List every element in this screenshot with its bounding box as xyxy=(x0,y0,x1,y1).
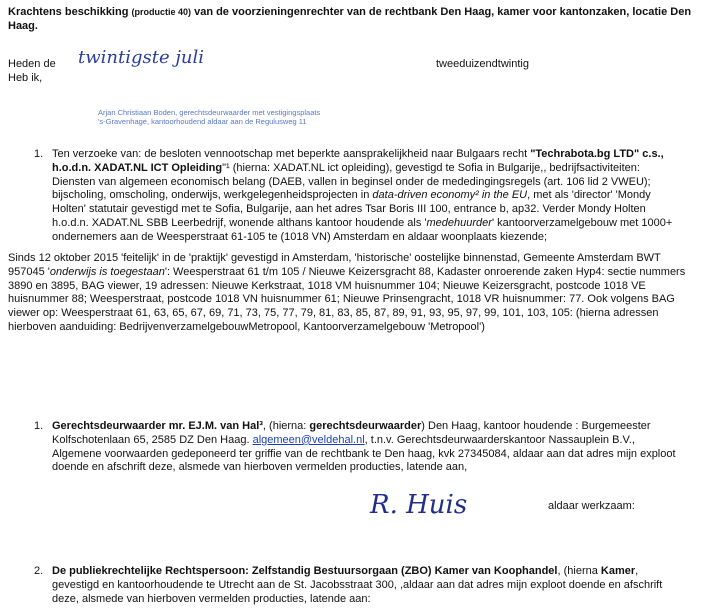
item2-paragraph xyxy=(52,565,716,606)
kvk-name: De publiekrechtelijke Rechtspersoon: Zelfstandig Bestuursorgaan (ZBO) Kamer van Koophandel xyxy=(52,565,558,577)
bailiff-line1c: ) Den Haag, kantoor houdende : Burgemeester xyxy=(421,420,651,432)
document-heading xyxy=(8,6,712,34)
trade-name: h.o.d.n. XADAT.NL ICT Opleiding xyxy=(52,161,223,174)
item2-line1a: , (hierna xyxy=(557,565,601,577)
bailiff-line4: doende en afschrift deze, alsmede van hierboven vermelden producties, latende aan, xyxy=(52,461,468,474)
since-line2a: 957045 ' xyxy=(8,265,50,278)
bailiff-line3: Algemene voorwaarden gedeponeerd ter griffie van de rechtbank te Den haag, kvk 27345084, aldaar aan dat adres mijn exploot xyxy=(52,447,676,460)
heden-label: Heden de xyxy=(8,58,56,70)
item1-paragraph xyxy=(52,148,716,245)
item2-line2: gevestigd en kantoorhoudende te Utrecht aan de St. Jacobsstraat 300, ,aldaar aan dat adres mijn exploot doende en afschrift xyxy=(52,578,663,591)
kvk-alias: Kamer xyxy=(600,565,636,577)
heading-bold: Krachtens beschikking xyxy=(8,6,129,18)
item1-line4-italic: data-driven economy² in the EU xyxy=(372,189,528,202)
item2-number: 2. xyxy=(34,565,44,577)
heading-production: (productie 40) xyxy=(131,7,192,17)
since-line1: Sinds 12 oktober 2015 'feitelijk' in de 'praktijk' gevestigd in Amsterdam, 'historische' oostelijke binnenstad, Gemeente Amsterdam BWT xyxy=(8,252,661,264)
since-line2b: ': Weesperstraat 61 t/m 105 / Nieuwe Keizersgracht 88, Kadaster onroerende zaken Hyp4: sectie nummers xyxy=(164,265,686,278)
handwritten-date: twintigste juli xyxy=(78,47,205,68)
bailiff-paragraph xyxy=(52,420,716,475)
item1-line5: Holten' statutair gevestigd met te Sofia, Bulgarije, aan het adres Tsar Boris III 100, entrance b, ap32. Verder Mondy Holten xyxy=(52,203,646,216)
item1-line7: ondernemers aan de Weesperstraat 61-105 te (1018 VN) Amsterdam en aldaar woonplaats kiezende; xyxy=(52,230,548,243)
item2-line1d: , xyxy=(635,565,639,577)
bailiff-line1a: , (hierna: xyxy=(262,420,310,432)
werkzaam-label: aldaar werkzaam: xyxy=(548,500,635,512)
bailiff-address: Kolfschotenlaan 65, 2585 DZ Den Haag. xyxy=(52,433,253,446)
item1-number: 1. xyxy=(34,148,44,160)
bailiff-name: Gerechtsdeurwaarder mr. EJ.M. van Hal³ xyxy=(52,420,263,432)
since-line2-italic: onderwijs is toegestaan xyxy=(49,265,165,278)
bailiff-number: 1. xyxy=(34,420,44,432)
company-name: "Techrabota.bg LTD" c.s., xyxy=(530,148,664,160)
handwritten-signature: R. Huis xyxy=(370,490,468,520)
since-paragraph xyxy=(8,252,716,335)
bailiff-line2b: , t.n.v. Gerechtsdeurwaarderskantoor Nassauplein B.V., xyxy=(364,433,635,446)
since-line6: hierboven aanduiding: BedrijvenverzamelgebouwMetropool, Kantoorverzamelgebouw 'Metropool') xyxy=(8,320,485,333)
stamp-line-1: Arjan Christiaan Boden, gerechtsdeurwaarder met vestigingsplaats xyxy=(98,108,321,117)
heb-label: Heb ik, xyxy=(8,72,43,84)
bailiff-alias: gerechtsdeurwaarder xyxy=(309,420,422,432)
item1-line6a: h.o.d.n. XADAT.NL SBB Leerbedrijf, wonende althans kantoor houdende als ' xyxy=(52,216,427,229)
since-line3: 3890 en 3895, BAG viewer, 19 adressen: Nieuwe Kerkstraat, 1018 VM huisnummer 104; Nieuwe Keizersgracht, postcode 1018 VE xyxy=(8,279,646,292)
bailiff-email-link[interactable]: algemeen@veldehal.nl xyxy=(252,433,365,446)
item1-line6b: ' kantoorverzamelgebouw met 1000+ xyxy=(491,216,673,229)
heading-rest: van de voorzieningenrechter van de rechtbank Den Haag, kamer voor kantonzaken, locatie Den Haag. xyxy=(8,6,692,32)
item1-line6-italic: medehuurder xyxy=(426,216,492,229)
since-line4: huisnummer 88; Weesperstraat, postcode 1018 VN huisnummer 61; Nieuwe Prinsengracht, 1018 VR huisnummer: 77. Ook volgens BAG xyxy=(8,293,675,306)
year-text: tweeduizendtwintig xyxy=(436,58,529,70)
item1-line4b: , met als 'director' 'Mondy xyxy=(527,189,651,202)
item1-line1: Ten verzoeke van: de besloten vennootschap met beperkte aansprakelijkheid naar Bulgaars recht xyxy=(52,148,531,160)
item2-line3: deze, alsmede van hierboven vermelden producties, latende aan: xyxy=(52,592,371,605)
stamp-line-2: 's-Gravenhage, kantoorhoudend aldaar aan de Regulusweg 11 xyxy=(98,117,307,126)
item1-line2: "¹ (hierna: XADAT.NL ict opleiding), gevestigd te Sofia in Bulgarije,, bedrijfsactiviteiten: xyxy=(222,161,640,174)
item1-line4a: bijscholing, omscholing, onderwijs, werkgelegenheidsprojecten in xyxy=(52,189,373,202)
item1-line3: Diensten van algemeen economisch belang (DAEB, vallen in beginsel onder de mededingingsregels (art. 106 lid 2 VWEU); xyxy=(52,175,651,188)
since-line5: viewer op: Weesperstraat 61, 63, 65, 67, 69, 71, 73, 75, 77, 79, 81, 83, 85, 87, 89, 91, 93, 95, 97, 99, 101, 103, 105: (hierna adressen xyxy=(8,307,659,320)
bailiff-stamp xyxy=(98,108,320,126)
